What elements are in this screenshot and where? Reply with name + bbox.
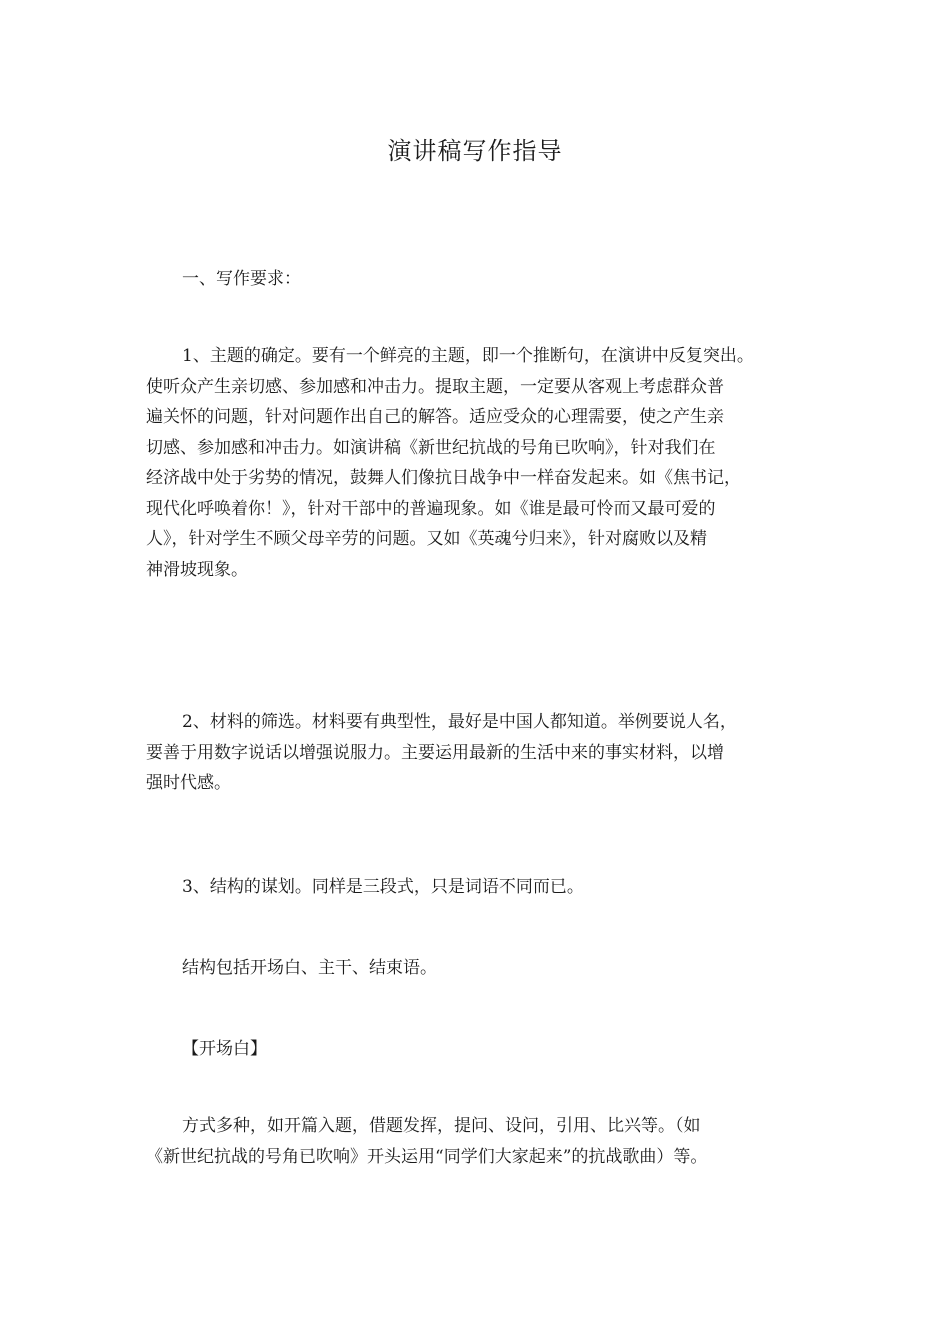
paragraph-structure (146, 872, 826, 903)
subheading-opening (146, 1034, 826, 1065)
paragraph-structure-parts (146, 953, 826, 984)
paragraph-line: 切感、参加感和冲击力。如演讲稿《新世纪抗战的号角已吹响》，针对我们在 (146, 437, 716, 458)
paragraph-line: 现代化呼唤着你！》，针对干部中的普遍现象。如《谁是最可怜而又最可爱的 (146, 498, 716, 519)
paragraph-line: 1、主题的确定。要有一个鲜亮的主题，即一个推断句，在演讲中反复突出。 (182, 346, 754, 366)
subheading-text: 【开场白】 (182, 1039, 267, 1059)
document-title: 演讲稿写作指导 (387, 137, 563, 165)
paragraph-line: 《新世纪抗战的号角已吹响》开头运用“同学们大家起来”的抗战歌曲）等。 (146, 1146, 708, 1167)
paragraph-materials (146, 707, 826, 799)
paragraph-line: 神滑坡现象。 (146, 559, 248, 580)
paragraph-line: 经济战中处于劣势的情况，鼓舞人们像抗日战争中一样奋发起来。如《焦书记， (146, 468, 741, 488)
paragraph-line: 人》，针对学生不顾父母辛劳的问题。又如《英魂兮归来》，针对腐败以及精 (146, 529, 707, 549)
paragraph-line: 使听众产生亲切感、参加感和冲击力。提取主题，一定要从客观上考虑群众普 (146, 376, 724, 397)
section-heading-text: 一、写作要求： (182, 269, 301, 289)
paragraph-line: 3、结构的谋划。同样是三段式，只是词语不同而已。 (182, 877, 584, 897)
paragraph-opening-methods (146, 1111, 826, 1172)
paragraph-line: 要善于用数字说话以增强说服力。主要运用最新的生活中来的事实材料，以增 (146, 742, 724, 763)
paragraph-line: 方式多种，如开篇入题，借题发挥，提问、设问，引用、比兴等。（如 (182, 1116, 701, 1136)
section-heading (146, 264, 826, 295)
paragraph-line: 强时代感。 (146, 773, 231, 793)
paragraph-line: 结构包括开场白、主干、结束语。 (182, 958, 437, 978)
paragraph-line: 遍关怀的问题，针对问题作出自己的解答。适应受众的心理需要，使之产生亲 (146, 407, 724, 427)
paragraph-theme (146, 341, 826, 585)
paragraph-line: 2、材料的筛选。材料要有典型性，最好是中国人都知道。举例要说人名， (182, 712, 737, 732)
